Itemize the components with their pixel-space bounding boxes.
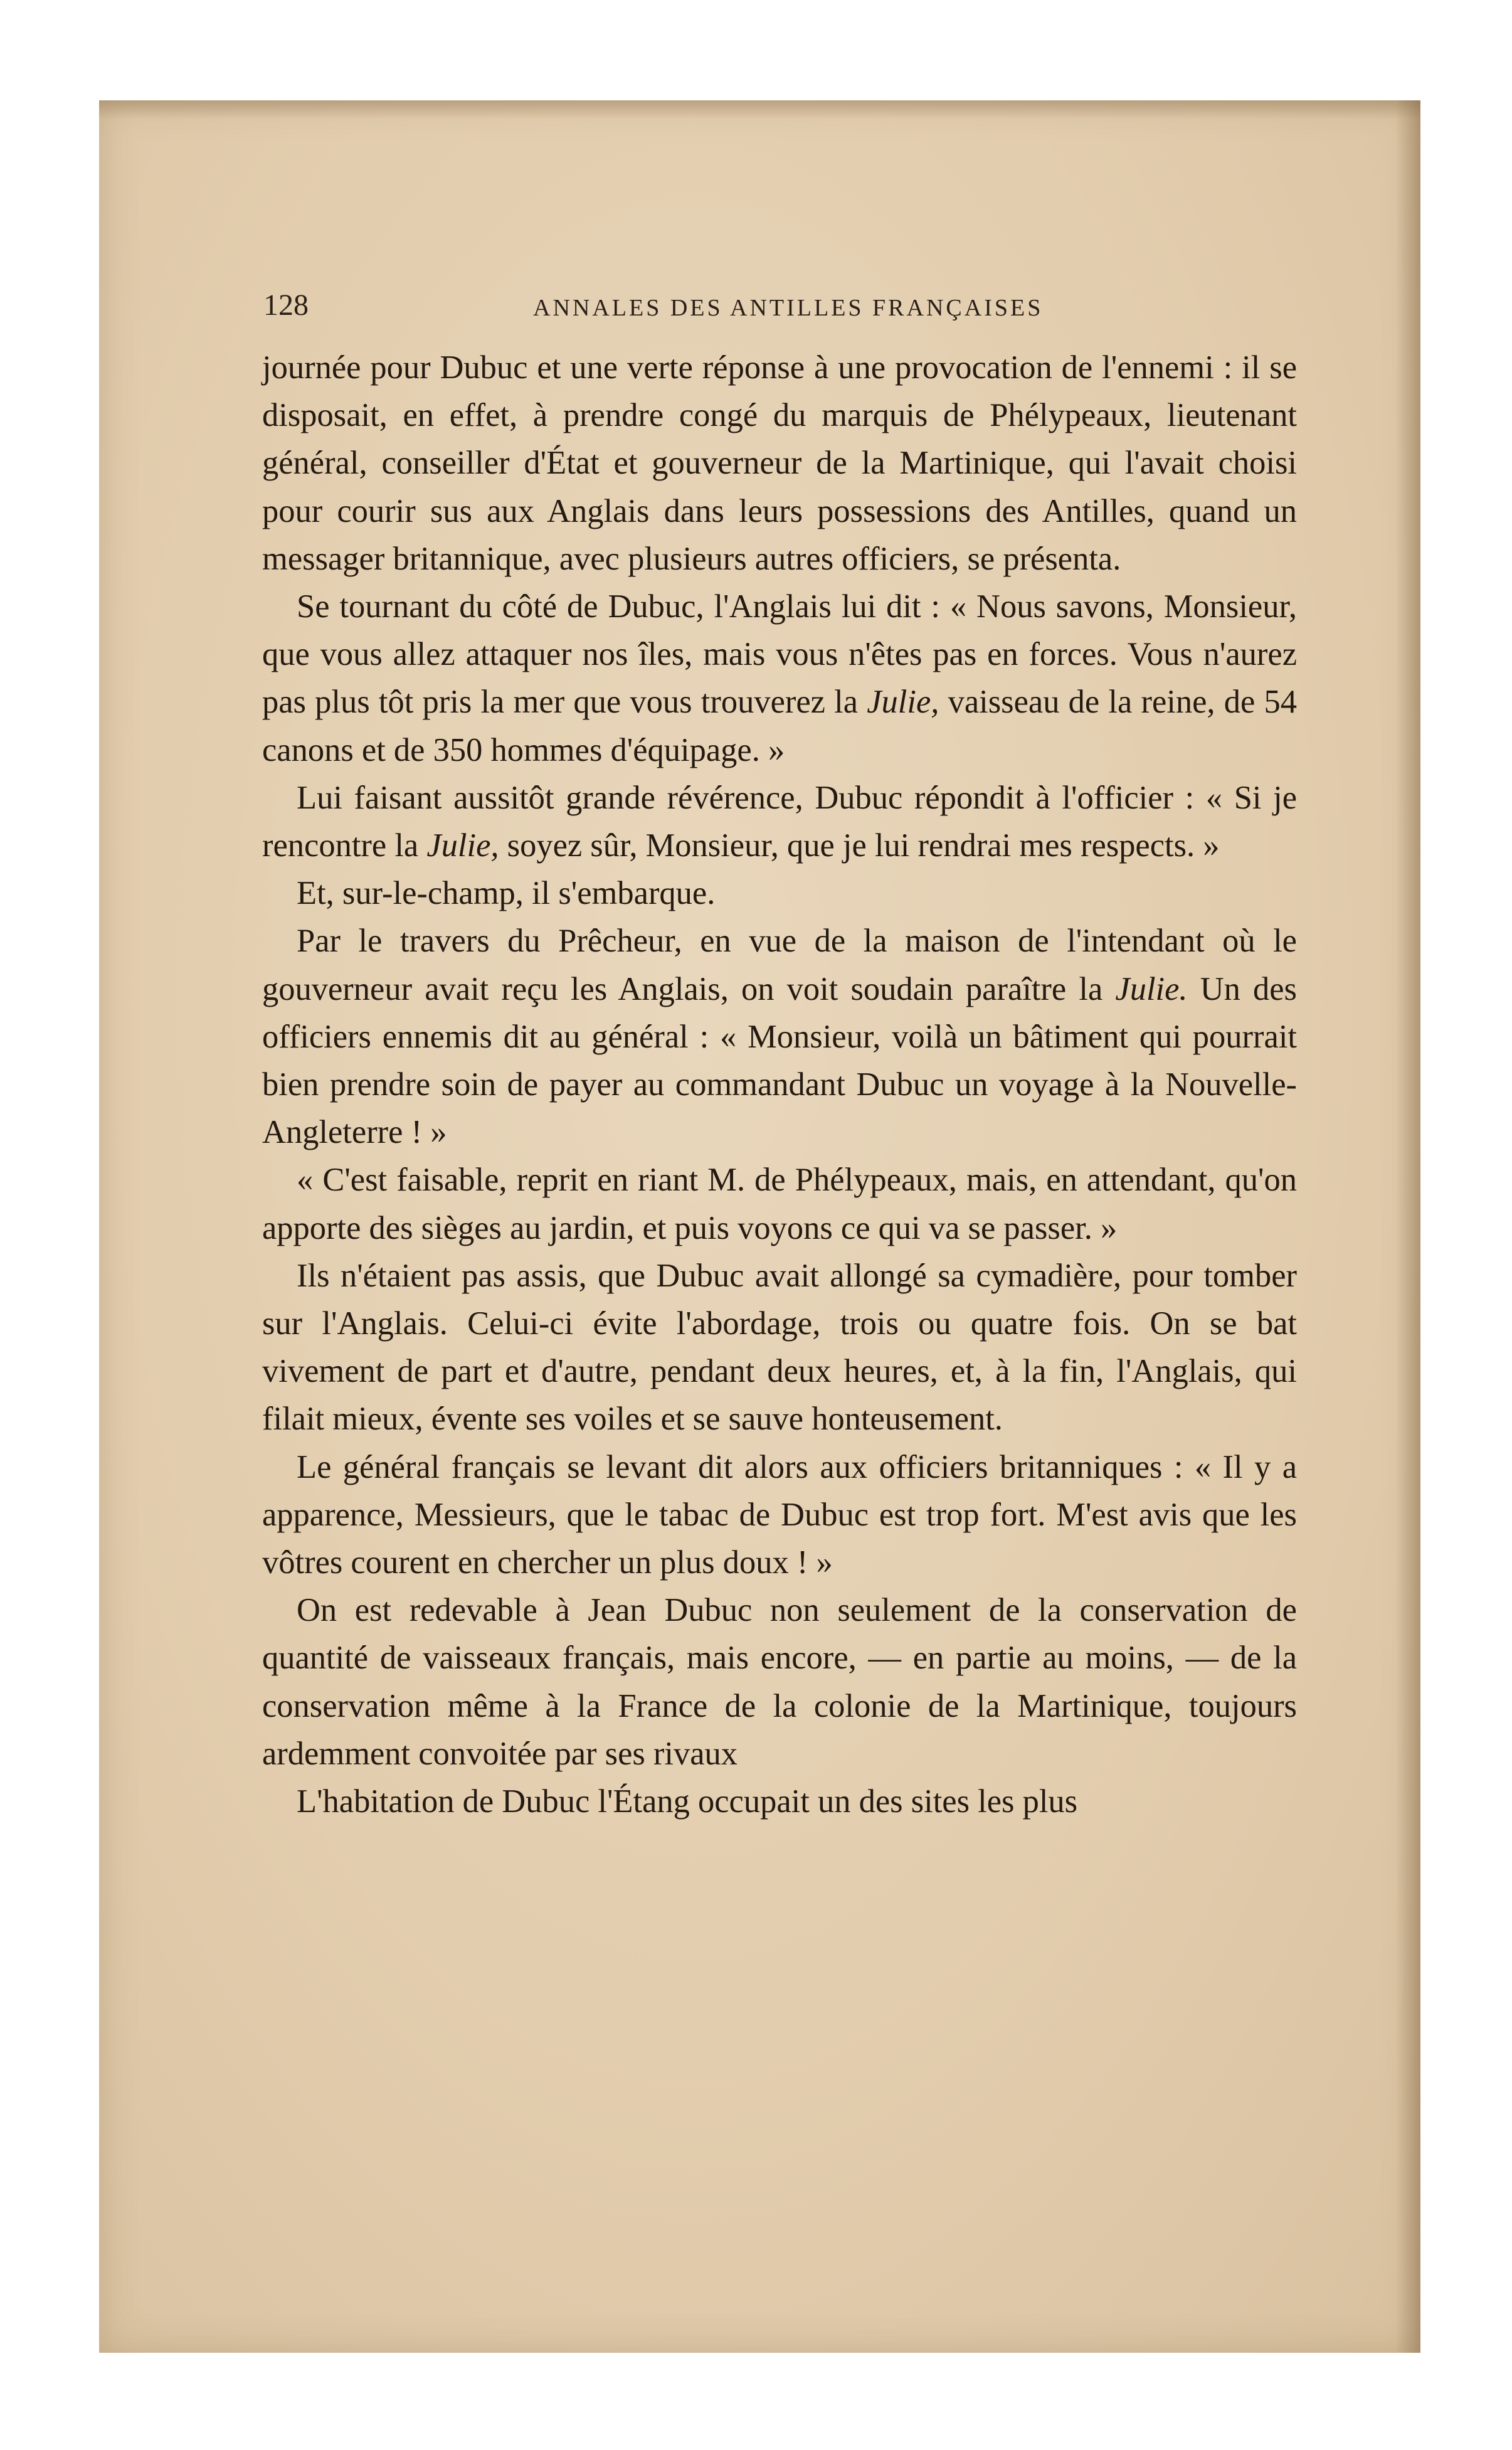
paragraph bbox=[262, 583, 1297, 774]
paragraph-text: Et, sur-le-champ, il s'embarque. bbox=[297, 875, 716, 912]
paragraph bbox=[262, 917, 1297, 1156]
paragraph bbox=[262, 1586, 1297, 1778]
paragraph-text: Se tournant du côté de Dubuc, l'Anglais lui dit : « Nous savons, Monsieur, que vous allez attaquer nos îles, mais vous n'êtes pas en forces. Vous n'aurez pas plus tôt pris la mer que vous trouverez la bbox=[262, 588, 1297, 721]
running-head bbox=[263, 284, 1292, 327]
paragraph-text: soyez sûr, Monsieur, que je lui rendrai mes respects. » bbox=[499, 827, 1220, 864]
paragraph-text: L'habitation de Dubuc l'Étang occupait un des sites les plus bbox=[297, 1783, 1078, 1820]
paragraph bbox=[262, 869, 1297, 917]
ship-name-italic: Julie, bbox=[426, 827, 499, 864]
paragraph-text: Un des officiers ennemis dit au général : « Monsieur, voilà un bâtiment qui pourrait bien prendre soin de payer au commandant Dubuc un voyage à la Nouvelle-Angleterre ! » bbox=[262, 970, 1297, 1151]
paragraph-text: On est redevable à Jean Dubuc non seulement de la conservation de quantité de vaisseaux français, mais encore, — en partie au moins, — de la conservation même à la France de la colonie de la Martinique, toujours ardemment convoitée par ses rivaux bbox=[262, 1592, 1297, 1772]
page-number: 128 bbox=[263, 289, 309, 322]
paragraph bbox=[262, 1443, 1297, 1587]
paragraph bbox=[262, 1778, 1297, 1825]
page-edge-shadow-right bbox=[1395, 100, 1420, 2353]
paragraph-text: Par le travers du Prêcheur, en vue de la maison de l'intendant où le gouverneur avait reçu les Anglais, on voit soudain paraître la bbox=[262, 923, 1297, 1007]
paragraph bbox=[262, 774, 1297, 869]
ship-name-italic: Julie. bbox=[1115, 970, 1188, 1007]
ship-name-italic: Julie, bbox=[867, 684, 939, 721]
paragraph-text: Lui faisant aussitôt grande révérence, Dubuc répondit à l'officier : « Si je rencontre la bbox=[262, 779, 1297, 864]
paragraph bbox=[262, 1156, 1297, 1251]
paragraph-text: Ils n'étaient pas assis, que Dubuc avait allongé sa cymadière, pour tomber sur l'Anglais. Celui-ci évite l'abordage, trois ou quatre fois. On se bat vivement de part et d'autre, pendant deux heures, et, à la fin, l'Anglais, qui filait mieux, évente ses voiles et se sauve honteusement. bbox=[262, 1257, 1297, 1438]
running-title: ANNALES DES ANTILLES FRANÇAISES bbox=[533, 295, 1044, 321]
page-edge-shadow-top bbox=[99, 100, 1420, 119]
paragraph bbox=[262, 1252, 1297, 1443]
paragraph-text: vaisseau de la reine, de 54 canons et de 350 hommes d'équipage. » bbox=[262, 684, 1297, 768]
paragraph-text: « C'est faisable, reprit en riant M. de Phélypeaux, mais, en attendant, qu'on apporte des sièges au jardin, et puis voyons ce qui va se passer. » bbox=[262, 1162, 1297, 1246]
paragraph bbox=[262, 344, 1297, 583]
paragraph-text: journée pour Dubuc et une verte réponse à une provocation de l'ennemi : il se disposait, en effet, à prendre congé du marquis de Phélypeaux, lieutenant général, conseiller d'État et gouverneur de la Martinique, qui l'avait choisi pour courir sus aux Anglais dans leurs possessions des Antilles, quand un messager britannique, avec plusieurs autres officiers, se présenta. bbox=[262, 349, 1297, 577]
body-text bbox=[262, 344, 1297, 1825]
paragraph-text: Le général français se levant dit alors aux officiers britanniques : « Il y a apparence, Messieurs, que le tabac de Dubuc est trop fort. M'est avis que les vôtres courent en chercher un plus doux ! » bbox=[262, 1448, 1297, 1581]
